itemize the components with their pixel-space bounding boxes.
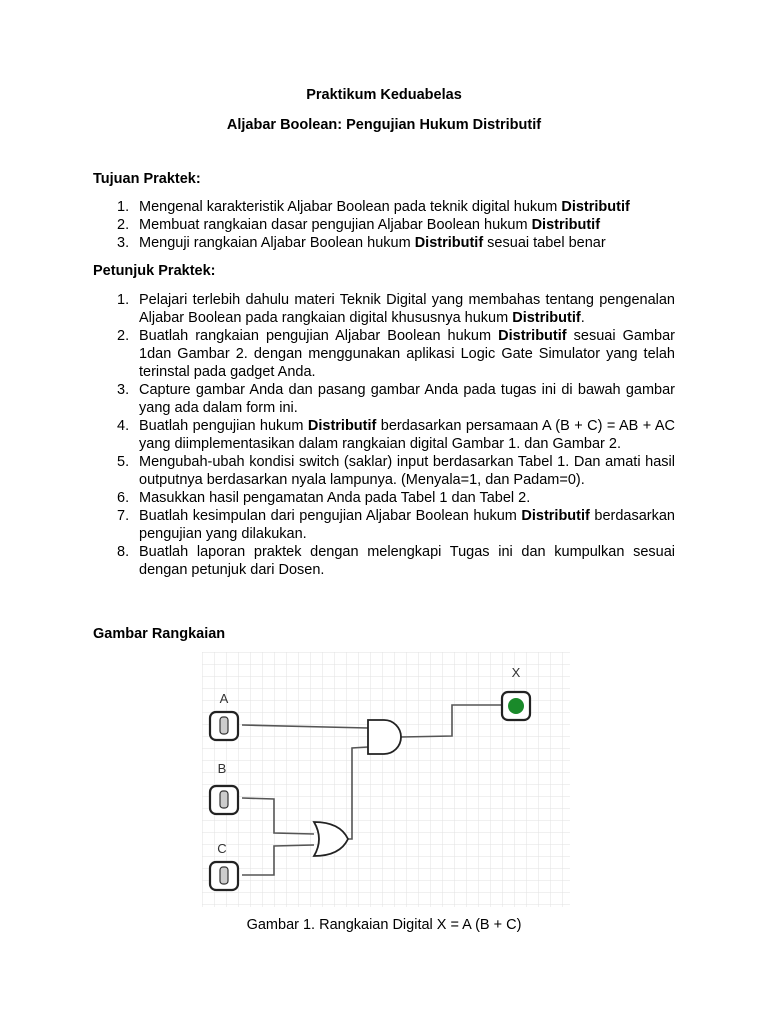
- tujuan-list: [93, 198, 675, 252]
- list-item: 2. Buatlah rangkaian pengujian Aljabar Boolean hukum Distributif sesuai Gambar 1dan Gambar 2. dengan menggunakan aplikasi Logic Gate Simulator yang telah terinstal pada gadget Anda.: [117, 328, 676, 380]
- list-item: 8. Buatlah laporan praktek dengan melengkapi Tugas ini dan kumpulkan sesuai dengan petunjuk dari Dosen.: [117, 544, 675, 578]
- petunjuk-heading: Petunjuk Praktek:: [93, 263, 216, 279]
- output-led: [502, 692, 530, 720]
- tujuan-heading: Tujuan Praktek:: [93, 171, 201, 187]
- list-item: 6. Masukkan hasil pengamatan Anda pada Tabel 1 dan Tabel 2.: [117, 490, 531, 506]
- and-gate: [368, 720, 401, 754]
- label-x: X: [511, 665, 521, 680]
- document-title: Praktikum Keduabelas: [306, 87, 462, 103]
- gambar-heading: Gambar Rangkaian: [93, 626, 226, 642]
- list-item: 1. Pelajari terlebih dahulu materi Teknik Digital yang membahas tentang pengenalan Aljabar Boolean pada rangkaian digital khususnya hukum Distributif.: [117, 292, 675, 326]
- list-item: 5. Mengubah-ubah kondisi switch (saklar) input berdasarkan Tabel 1. Dan amati hasil outputnya berdasarkan nyala lampunya. (Menyala=1, dan Padam=0).: [117, 454, 675, 488]
- label-b: B: [217, 761, 227, 776]
- figure-caption: Gambar 1. Rangkaian Digital X = A (B + C): [246, 917, 522, 933]
- list-item: 2. Membuat rangkaian dasar pengujian Aljabar Boolean hukum Distributif: [117, 217, 601, 233]
- label-a: A: [219, 691, 229, 706]
- switch-a[interactable]: [210, 712, 238, 740]
- list-item: 4. Buatlah pengujian hukum Distributif berdasarkan persamaan A (B + C) = AB + AC yang diimplementasikan dalam rangkaian digital Gambar 1. dan Gambar 2.: [117, 418, 675, 452]
- list-item: 3. Capture gambar Anda dan pasang gambar Anda pada tugas ini di bawah gambar yang ada dalam form ini.: [117, 382, 675, 416]
- list-item: 1. Mengenal karakteristik Aljabar Boolean pada teknik digital hukum Distributif: [117, 199, 630, 215]
- list-item: 3. Menguji rangkaian Aljabar Boolean hukum Distributif sesuai tabel benar: [117, 235, 606, 251]
- grid-background: [202, 652, 570, 907]
- switch-c[interactable]: [210, 862, 238, 890]
- circuit-diagram: [202, 652, 570, 907]
- label-c: C: [217, 841, 227, 856]
- list-item: 7. Buatlah kesimpulan dari pengujian Aljabar Boolean hukum Distributif berdasarkan pengujian yang dilakukan.: [117, 508, 675, 542]
- switch-b[interactable]: [210, 786, 238, 814]
- document-subtitle: Aljabar Boolean: Pengujian Hukum Distributif: [226, 117, 542, 133]
- petunjuk-list: [93, 291, 675, 579]
